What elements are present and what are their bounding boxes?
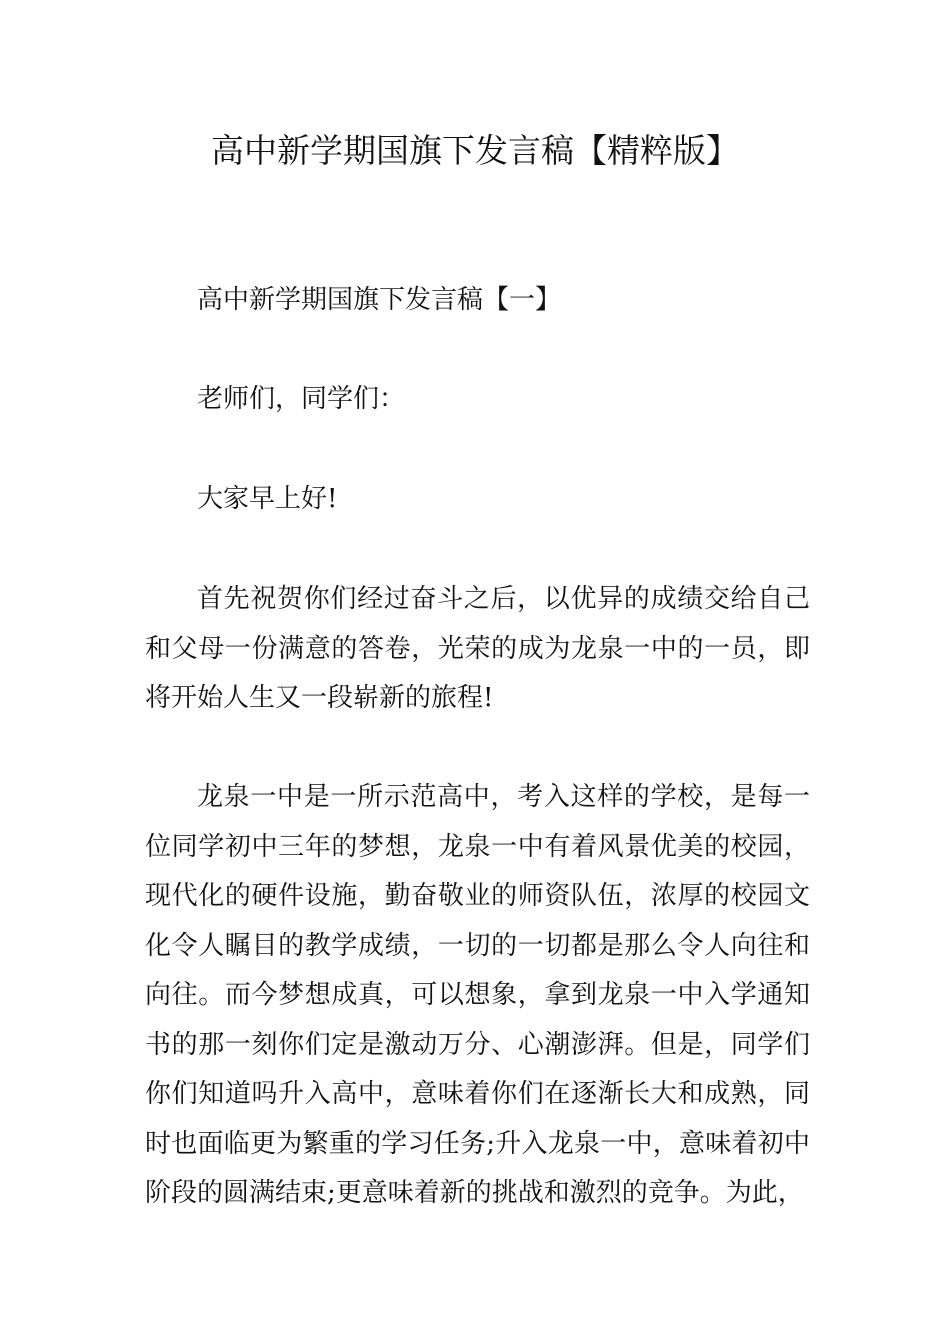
section-subtitle: 高中新学期国旗下发言稿【一】: [197, 285, 562, 315]
greeting-paragraph: 大家早上好!: [197, 484, 338, 514]
congratulations-paragraph: 首先祝贺你们经过奋斗之后，以优异的成绩交给自己和父母一份满意的答卷，光荣的成为龙泉一中的一员，即将开始人生又一段崭新的旅程!: [145, 584, 810, 713]
school-description-paragraph: 龙泉一中是一所示范高中，考入这样的学校，是每一位同学初中三年的梦想，龙泉一中有着风景优美的校园，现代化的硬件设施，勤奋敬业的师资队伍，浓厚的校园文化令人瞩目的教学成绩，一切的一切都是那么令人向往和向往。而今梦想成真，可以想象，拿到龙泉一中入学通知书的那一刻你们定是激动万分、心潮澎湃。但是，同学们你们知道吗升入高中，意味着你们在逐渐长大和成熟，同时也面临更为繁重的学习任务;升入龙泉一中，意味着初中阶段的圆满结束;更意味着新的挑战和激烈的竞争。为此，: [145, 782, 810, 1208]
salutation-paragraph: 老师们，同学们：: [197, 384, 406, 414]
document-title: 高中新学期国旗下发言稿【精粹版】: [211, 131, 739, 170]
